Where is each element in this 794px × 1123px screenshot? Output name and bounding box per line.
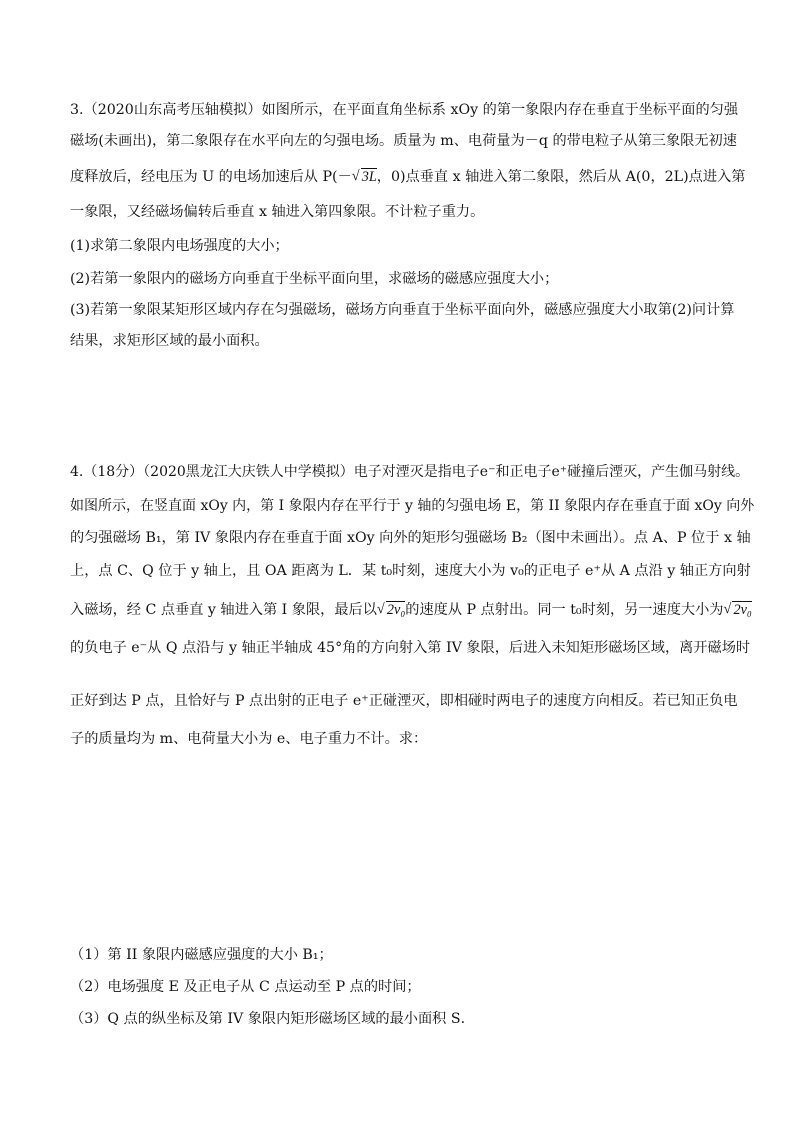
q4-subquestion-2: （2）电场强度 E 及正电子从 C 点运动至 P 点的时间； [70,979,421,995]
q4-line-3: 的匀强磁场 B₁，第 IV 象限内存在垂直于面 xOy 向外的矩形匀强磁场 B₂（图中未画出）。点 A、P 位于 x 轴 [70,530,751,546]
q3-line-3-start: 度释放后，经电压为 U 的电场加速后从 P(－ [70,169,352,185]
sqrt-2v0-second: √ 2v₀ [723,601,751,619]
q4-line-8: 子的质量均为 m、电荷量大小为 e、电子重力不计。求： [70,731,428,747]
q4-line-5-start: 入磁场，经 C 点垂直 y 轴进入第 I 象限，最后以 [70,602,377,618]
sqrt-3L: √ 3L [352,168,377,186]
q4-subquestion-1: （1）第 II 象限内磁感应强度的大小 B₁； [70,947,333,963]
q3-line-1: 3.（2020山东高考压轴模拟）如图所示，在平面直角坐标系 xOy 的第一象限内存在垂直于坐标平面的匀强 [70,102,739,118]
q4-line-7: 正好到达 P 点，且恰好与 P 点出射的正电子 e⁺正碰湮灭，即相碰时两电子的速度方向相反。若已知正负电 [70,693,738,709]
q3-subquestion-3-line-2: 结果，求矩形区域的最小面积。 [70,333,269,349]
q4-line-4: 上，点 C、Q 位于 y 轴上，且 OA 距离为 L．某 t₀时刻，速度大小为 v₀的正电子 e⁺从 A 点沿 y 轴正方向射 [70,563,751,579]
q4-line-2: 如图所示，在竖直面 xOy 内，第 I 象限内存在平行于 y 轴的匀强电场 E，第 II 象限内存在垂直于面 xOy 向外 [70,498,755,514]
q3-subquestion-2: (2)若第一象限内的磁场方向垂直于坐标平面向里，求磁场的磁感应强度大小； [70,271,559,287]
q3-line-3-end: ，0)点垂直 x 轴进入第二象限，然后从 A(0，2L)点进入第 [376,169,746,185]
q4-line-5 [70,601,752,619]
q3-subquestion-1: (1)求第二象限内电场强度的大小； [70,238,289,254]
q4-line-1: 4.（18分）（2020黑龙江大庆铁人中学模拟）电子对湮灭是指电子e⁻和正电子e⁺碰撞后湮灭，产生伽马射线。 [70,464,750,480]
sqrt-2v0: √ 2v₀ [377,601,405,619]
q4-line-6: 的负电子 e⁻从 Q 点沿与 y 轴正半轴成 45°角的方向射入第 IV 象限，后进入未知矩形磁场区域，离开磁场时 [70,640,751,656]
q3-line-4: 一象限，又经磁场偏转后垂直 x 轴进入第四象限。不计粒子重力。 [70,204,485,220]
q3-line-2: 磁场(未画出)，第二象限存在水平向左的匀强电场。质量为 m、电荷量为－q 的带电粒子从第三象限无初速 [70,133,737,149]
q3-line-3 [70,168,745,186]
q4-line-5-middle: 的速度从 P 点射出。同一 t₀时刻，另一速度大小为 [405,602,724,618]
q4-subquestion-3: （3）Q 点的纵坐标及第 IV 象限内矩形磁场区域的最小面积 S． [70,1011,475,1027]
q3-subquestion-3-line-1: (3)若第一象限某矩形区域内存在匀强磁场，磁场方向垂直于坐标平面向外，磁感应强度大小取第(2)问计算 [70,302,735,318]
